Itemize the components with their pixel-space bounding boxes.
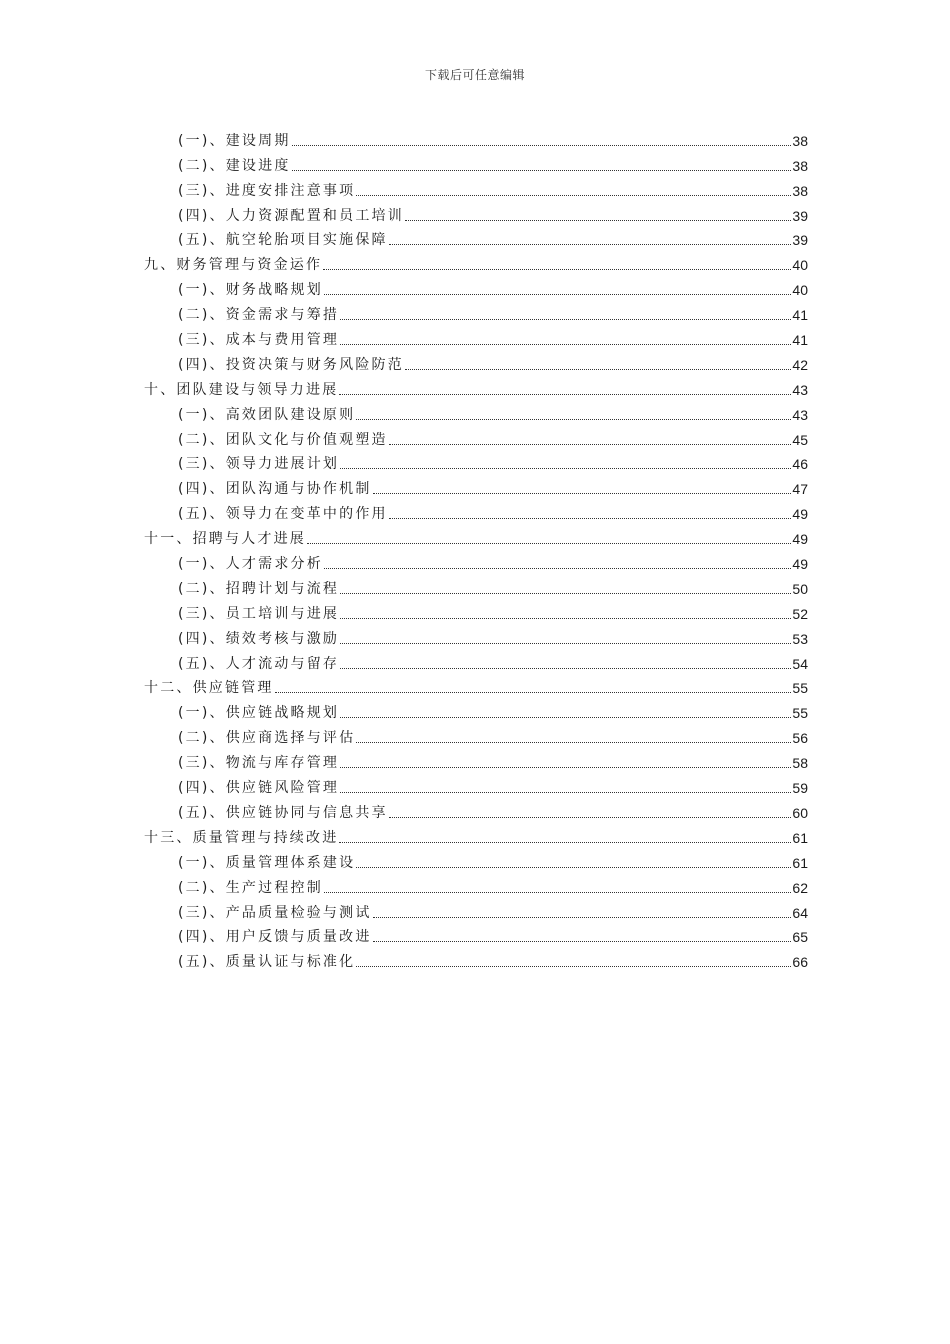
toc-section-entry[interactable] bbox=[144, 225, 808, 250]
toc-section-entry[interactable] bbox=[144, 697, 808, 722]
toc-dot-leader bbox=[340, 593, 791, 594]
toc-entry-title: (五)、领导力在变革中的作用 bbox=[178, 506, 388, 523]
toc-entry-title: (二)、建设进度 bbox=[178, 157, 291, 174]
toc-page-number: 47 bbox=[792, 481, 808, 498]
toc-section-entry[interactable] bbox=[144, 150, 808, 175]
toc-entry-title: 十三、质量管理与持续改进 bbox=[144, 829, 339, 846]
toc-entry-title: (四)、用户反馈与质量改进 bbox=[178, 929, 372, 946]
toc-chapter-entry[interactable] bbox=[144, 673, 808, 698]
toc-section-entry[interactable] bbox=[144, 722, 808, 747]
toc-page-number: 43 bbox=[792, 406, 808, 423]
toc-entry-title: (三)、产品质量检验与测试 bbox=[178, 904, 372, 921]
toc-dot-leader bbox=[324, 568, 791, 569]
toc-entry-title: (三)、进度安排注意事项 bbox=[178, 182, 356, 199]
toc-entry-title: (五)、航空轮胎项目实施保障 bbox=[178, 232, 388, 249]
toc-page-number: 50 bbox=[792, 580, 808, 597]
toc-entry-title: (一)、供应链战略规划 bbox=[178, 705, 340, 722]
toc-dot-leader bbox=[340, 618, 791, 619]
toc-entry-title: (四)、团队沟通与协作机制 bbox=[178, 481, 372, 498]
toc-section-entry[interactable] bbox=[144, 946, 808, 971]
toc-section-entry[interactable] bbox=[144, 548, 808, 573]
toc-entry-title: (一)、财务战略规划 bbox=[178, 282, 323, 299]
toc-dot-leader bbox=[340, 643, 791, 644]
toc-entry-title: (三)、物流与库存管理 bbox=[178, 755, 340, 772]
toc-section-entry[interactable] bbox=[144, 922, 808, 947]
toc-page-number: 52 bbox=[792, 605, 808, 622]
toc-section-entry[interactable] bbox=[144, 872, 808, 897]
toc-entry-title: (三)、成本与费用管理 bbox=[178, 332, 340, 349]
toc-entry-title: 十、团队建设与领导力进展 bbox=[144, 381, 339, 398]
toc-entry-title: (一)、建设周期 bbox=[178, 132, 291, 149]
toc-entry-title: (四)、绩效考核与激励 bbox=[178, 630, 340, 647]
toc-page-number: 39 bbox=[792, 232, 808, 249]
toc-entry-title: (三)、员工培训与进展 bbox=[178, 605, 340, 622]
toc-page-number: 38 bbox=[792, 182, 808, 199]
toc-chapter-entry[interactable] bbox=[144, 822, 808, 847]
toc-section-entry[interactable] bbox=[144, 274, 808, 299]
toc-entry-title: (三)、领导力进展计划 bbox=[178, 456, 340, 473]
toc-section-entry[interactable] bbox=[144, 424, 808, 449]
page-header: 下载后可任意编辑 bbox=[424, 68, 525, 82]
toc-dot-leader bbox=[373, 493, 792, 494]
toc-page-number: 61 bbox=[792, 829, 808, 846]
toc-page-number: 59 bbox=[792, 780, 808, 797]
toc-page-number: 53 bbox=[792, 630, 808, 647]
toc-page-number: 49 bbox=[792, 506, 808, 523]
toc-dot-leader bbox=[356, 867, 791, 868]
toc-section-entry[interactable] bbox=[144, 349, 808, 374]
toc-dot-leader bbox=[356, 966, 791, 967]
toc-entry-title: (五)、质量认证与标准化 bbox=[178, 954, 356, 971]
toc-section-entry[interactable] bbox=[144, 648, 808, 673]
toc-dot-leader bbox=[356, 742, 791, 743]
toc-dot-leader bbox=[405, 369, 791, 370]
toc-entry-title: (二)、团队文化与价值观塑造 bbox=[178, 431, 388, 448]
toc-chapter-entry[interactable] bbox=[144, 523, 808, 548]
toc-page-number: 66 bbox=[792, 954, 808, 971]
toc-section-entry[interactable] bbox=[144, 747, 808, 772]
toc-section-entry[interactable] bbox=[144, 449, 808, 474]
toc-section-entry[interactable] bbox=[144, 473, 808, 498]
toc-section-entry[interactable] bbox=[144, 847, 808, 872]
toc-entry-title: 十一、招聘与人才进展 bbox=[144, 531, 306, 548]
toc-section-entry[interactable] bbox=[144, 299, 808, 324]
toc-page-number: 62 bbox=[792, 879, 808, 896]
toc-page-number: 42 bbox=[792, 356, 808, 373]
toc-page-number: 58 bbox=[792, 755, 808, 772]
toc-entry-title: (五)、人才流动与留存 bbox=[178, 655, 340, 672]
toc-section-entry[interactable] bbox=[144, 324, 808, 349]
toc-dot-leader bbox=[339, 842, 791, 843]
toc-page-number: 55 bbox=[792, 680, 808, 697]
toc-page-number: 65 bbox=[792, 929, 808, 946]
toc-dot-leader bbox=[340, 668, 791, 669]
toc-page-number: 40 bbox=[792, 257, 808, 274]
toc-page-number: 46 bbox=[792, 456, 808, 473]
toc-entry-title: (四)、人力资源配置和员工培训 bbox=[178, 207, 404, 224]
toc-entry-title: (二)、生产过程控制 bbox=[178, 879, 323, 896]
toc-entry-title: (一)、人才需求分析 bbox=[178, 556, 323, 573]
toc-dot-leader bbox=[340, 344, 791, 345]
toc-dot-leader bbox=[323, 269, 791, 270]
toc-section-entry[interactable] bbox=[144, 175, 808, 200]
toc-dot-leader bbox=[340, 319, 791, 320]
toc-section-entry[interactable] bbox=[144, 399, 808, 424]
toc-dot-leader bbox=[275, 692, 792, 693]
toc-dot-leader bbox=[324, 892, 791, 893]
toc-section-entry[interactable] bbox=[144, 125, 808, 150]
toc-entry-title: (四)、投资决策与财务风险防范 bbox=[178, 356, 404, 373]
toc-section-entry[interactable] bbox=[144, 623, 808, 648]
toc-dot-leader bbox=[389, 444, 792, 445]
toc-entry-title: (二)、资金需求与筹措 bbox=[178, 307, 340, 324]
toc-dot-leader bbox=[340, 767, 791, 768]
toc-dot-leader bbox=[340, 792, 791, 793]
toc-entry-title: (一)、质量管理体系建设 bbox=[178, 854, 356, 871]
toc-dot-leader bbox=[389, 817, 792, 818]
toc-page-number: 41 bbox=[792, 332, 808, 349]
toc-dot-leader bbox=[339, 394, 791, 395]
toc-section-entry[interactable] bbox=[144, 498, 808, 523]
toc-dot-leader bbox=[292, 170, 792, 171]
toc-page-number: 43 bbox=[792, 381, 808, 398]
toc-section-entry[interactable] bbox=[144, 200, 808, 225]
toc-page-number: 64 bbox=[792, 904, 808, 921]
toc-dot-leader bbox=[373, 941, 792, 942]
toc-section-entry[interactable] bbox=[144, 573, 808, 598]
toc-page-number: 40 bbox=[792, 282, 808, 299]
toc-entry-title: (二)、招聘计划与流程 bbox=[178, 580, 340, 597]
toc-page-number: 45 bbox=[792, 431, 808, 448]
toc-page-number: 41 bbox=[792, 307, 808, 324]
toc-dot-leader bbox=[389, 244, 792, 245]
toc-page-number: 49 bbox=[792, 531, 808, 548]
toc-entry-title: (五)、供应链协同与信息共享 bbox=[178, 804, 388, 821]
toc-page-number: 49 bbox=[792, 556, 808, 573]
toc-entry-title: 十二、供应链管理 bbox=[144, 680, 274, 697]
toc-entry-title: 九、财务管理与资金运作 bbox=[144, 257, 323, 274]
toc-dot-leader bbox=[324, 294, 791, 295]
toc-dot-leader bbox=[356, 419, 791, 420]
toc-dot-leader bbox=[389, 518, 792, 519]
toc-chapter-entry[interactable] bbox=[144, 374, 808, 399]
toc-chapter-entry[interactable] bbox=[144, 249, 808, 274]
toc-entry-title: (一)、高效团队建设原则 bbox=[178, 406, 356, 423]
toc-page-number: 61 bbox=[792, 854, 808, 871]
toc-page-number: 38 bbox=[792, 157, 808, 174]
toc-dot-leader bbox=[356, 195, 791, 196]
toc-dot-leader bbox=[307, 543, 791, 544]
toc-page-number: 54 bbox=[792, 655, 808, 672]
toc-page-number: 38 bbox=[792, 132, 808, 149]
toc-entry-title: (四)、供应链风险管理 bbox=[178, 780, 340, 797]
toc-page-number: 60 bbox=[792, 804, 808, 821]
toc-dot-leader bbox=[373, 917, 792, 918]
toc-dot-leader bbox=[292, 145, 792, 146]
toc-dot-leader bbox=[405, 220, 791, 221]
toc-page-number: 55 bbox=[792, 705, 808, 722]
toc-section-entry[interactable] bbox=[144, 897, 808, 922]
toc-page-number: 39 bbox=[792, 207, 808, 224]
toc-entry-title: (二)、供应商选择与评估 bbox=[178, 730, 356, 747]
toc-dot-leader bbox=[340, 468, 791, 469]
toc-section-entry[interactable] bbox=[144, 598, 808, 623]
toc-dot-leader bbox=[340, 717, 791, 718]
table-of-contents bbox=[144, 125, 808, 971]
toc-section-entry[interactable] bbox=[144, 772, 808, 797]
toc-page-number: 56 bbox=[792, 730, 808, 747]
toc-section-entry[interactable] bbox=[144, 797, 808, 822]
